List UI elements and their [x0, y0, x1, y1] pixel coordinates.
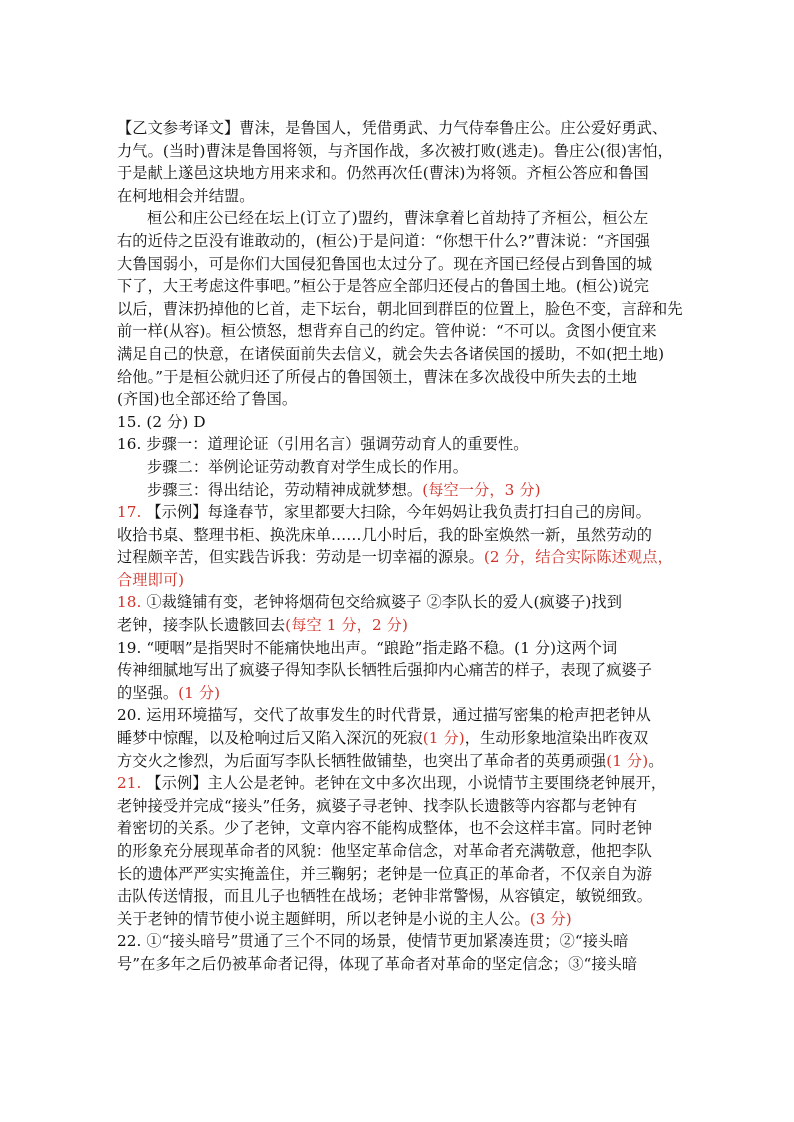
score-note: (1 分): [606, 751, 649, 770]
answer-21-text: 【示例】主人公是老钟。老钟在文中多次出现，小说情节主要围绕老钟展开，: [141, 774, 667, 793]
answer-20-line: [117, 750, 679, 773]
passage-line: 以后，曹沫扔掉他的匕首，走下坛台，朝北回到群臣的位置上，脸色不变，言辞和先: [117, 299, 683, 318]
answer-20-text: 方交火之惨烈，为后面写李队长牺牲做铺垫，也突出了革命者的英勇顽强: [117, 751, 607, 770]
passage-line: 桓公和庄公已经在坛上(订立了)盟约，曹沫拿着匕首劫持了齐桓公，桓公左: [147, 209, 649, 228]
passage-line: 前一样(从容)。桓公愤怒，想背弃自己的约定。管仲说：“不可以。贪图小便宜来: [117, 322, 657, 341]
answer-19-line: [117, 682, 679, 705]
question-number: 18.: [117, 593, 142, 612]
answer-19-line: 19. “哽咽”是指哭时不能痛快地出声。“踉跄”指走路不稳。(1 分)这两个词: [117, 638, 618, 657]
question-number: 21.: [117, 774, 142, 793]
passage-line: 大鲁国弱小，可是你们大国侵犯鲁国也太过分了。现在齐国已经侵占到鲁国的城: [117, 254, 653, 273]
answer-21-line: [117, 772, 679, 795]
answer-20-line: 20. 运用环境描写，交代了故事发生的时代背景，通过描写密集的枪声把老钟从: [117, 706, 651, 725]
answer-17-line: [117, 501, 679, 524]
passage-line: 满足自己的快意，在诸侯面前失去信义，就会失去各诸侯国的援助，不如(把土地): [117, 344, 665, 363]
question-number: 17.: [117, 503, 142, 522]
answer-15: 15. (2 分) D: [117, 412, 206, 431]
score-note: 合理即可): [117, 570, 185, 589]
answer-16-step3-text: 步骤三：得出结论，劳动精神成就梦想。: [147, 480, 423, 499]
answer-22-line: 22. ①“接头暗号”贯通了三个不同的场景，使情节更加紧凑连贯；②“接头暗: [117, 932, 629, 951]
passage-line: 于是献上遂邑这块地方用来求和。仍然再次任(曹沫)为将领。齐桓公答应和鲁国: [117, 164, 649, 183]
answer-18-line: [117, 591, 679, 614]
answer-17-text: 过程颇辛苦，但实践告诉我：劳动是一切幸福的源泉。: [117, 548, 484, 567]
score-note: (1 分): [178, 683, 221, 702]
answer-19-text: 的坚强。: [117, 683, 179, 702]
score-note: (每空 1 分，2 分): [285, 616, 408, 635]
answer-18-line: [117, 614, 679, 637]
answer-17-line: [117, 546, 679, 569]
answer-document: [117, 117, 683, 976]
answer-21-line: 击队传送情报，而且儿子也牺牲在战场；老钟非常警惕，从容镇定，敏锐细致。: [117, 887, 653, 906]
passage-line: 右的近侍之臣没有谁敢动的，(桓公)于是问道：“你想干什么?”曹沫说：“齐国强: [117, 231, 651, 250]
passage-line: 在柯地相会并结盟。: [117, 186, 255, 205]
answer-21-line: 长的遗体严严实实掩盖住，并三鞠躬；老钟是一位真正的革命者，不仅亲自为游: [117, 864, 653, 883]
answer-20-text: 睡梦中惊醒，以及枪响过后又陷入深沉的死寂: [117, 729, 423, 748]
score-note: (3 分): [529, 909, 572, 928]
answer-20-text: 。: [648, 751, 664, 770]
passage-line: 给他。”于是桓公就归还了所侵占的鲁国领土，曹沫在多次战役中所失去的土地: [117, 367, 638, 386]
answer-21-line: 的形象充分展现革命者的风貌：他坚定革命信念，对革命者充满敬意，他把李队: [117, 842, 653, 860]
answer-17-line: 收拾书桌、整理书柜、换洗床单……几小时后，我的卧室焕然一新，虽然劳动的: [117, 525, 653, 544]
answer-20-line: [117, 727, 679, 750]
score-note: (1 分): [422, 729, 465, 748]
answer-19-line: 传神细腻地写出了疯婆子得知李队长牺牲后强抑内心痛苦的样子，表现了疯婆子: [117, 661, 653, 680]
answer-20-text: ，生动形象地渲染出昨夜双: [464, 729, 649, 748]
answer-16-step3: [117, 479, 679, 502]
passage-line: 下了，大王考虑这件事吧。”桓公于是答应全部归还侵占的鲁国土地。(桓公)说完: [117, 277, 650, 296]
answer-18-text: 老钟，接李队长遗骸回去: [117, 616, 286, 635]
answer-21-text: 关于老钟的情节使小说主题鲜明，所以老钟是小说的主人公。: [117, 909, 530, 928]
passage-line: (齐国)也全部还给了鲁国。: [117, 390, 298, 409]
answer-21-line: [117, 908, 679, 931]
score-note: (2 分，结合实际陈述观点，: [483, 548, 673, 567]
answer-21-line: 着密切的关系。少了老钟，文章内容不能构成整体，也不会这样丰富。同时老钟: [117, 819, 653, 838]
passage-line: 【乙文参考译文】曹沫，是鲁国人，凭借勇武、力气侍奉鲁庄公。庄公爱好勇武、: [117, 119, 668, 137]
answer-16-step2: 步骤二：举例论证劳动教育对学生成长的作用。: [147, 457, 469, 476]
passage-line: 力气。(当时)曹沫是鲁国将领，与齐国作战，多次被打败(逃走)。鲁庄公(很)害怕，: [117, 141, 673, 160]
answer-18-text: ①裁缝铺有变，老钟将烟荷包交给疯婆子 ②李队长的爱人(疯婆子)找到: [141, 593, 622, 612]
answer-22-line: 号”在多年之后仍被革命者记得，体现了革命者对革命的坚定信念；③“接头暗: [117, 954, 638, 973]
answer-21-line: 老钟接受并完成“接头”任务，疯婆子寻老钟、找李队长遗骸等内容都与老钟有: [117, 796, 638, 815]
answer-16-step1: 16. 步骤一：道理论证（引用名言）强调劳动育人的重要性。: [117, 435, 529, 454]
score-note: (每空一分，3 分): [422, 480, 541, 499]
answer-17-text: 【示例】每逢春节，家里都要大扫除，今年妈妈让我负责打扫自己的房间。: [141, 503, 651, 522]
